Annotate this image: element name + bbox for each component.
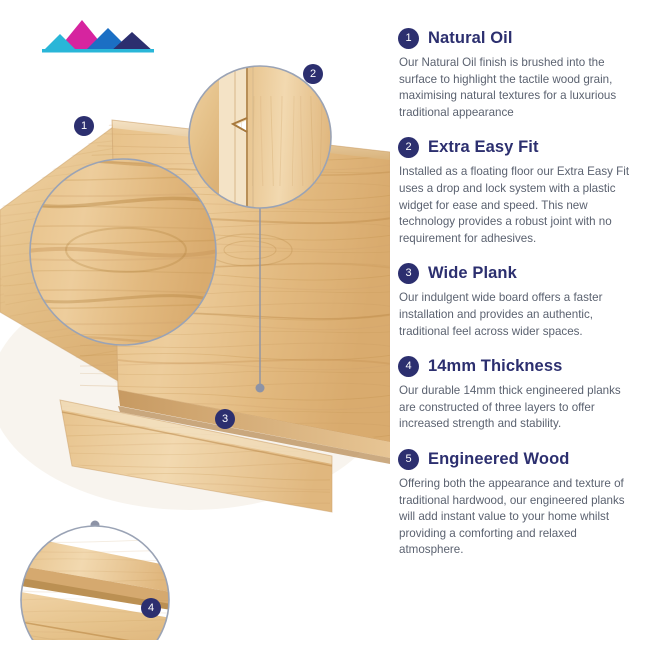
mountain-logo-icon bbox=[20, 16, 170, 56]
callout-badge-4[interactable]: 4 bbox=[141, 598, 161, 618]
feature-header bbox=[398, 28, 638, 49]
feature-title-3: Wide Plank bbox=[428, 264, 517, 283]
feature-header bbox=[398, 137, 638, 158]
feature-item-extra-easy-fit bbox=[398, 137, 638, 247]
callout-badge-1[interactable]: 1 bbox=[74, 116, 94, 136]
callout-badge-2[interactable]: 2 bbox=[303, 64, 323, 84]
feature-title-2: Extra Easy Fit bbox=[428, 138, 539, 157]
flooring-planks-illustration bbox=[0, 60, 390, 640]
feature-title-1: Natural Oil bbox=[428, 29, 513, 47]
feature-title-5: Engineered Wood bbox=[428, 449, 570, 468]
feature-list bbox=[398, 28, 638, 575]
feature-number-1: 1 bbox=[398, 28, 419, 49]
feature-header bbox=[398, 449, 638, 470]
feature-body-3: Our indulgent wide board offers a faster installation and provides an authentic, traditional feel across wider spaces. bbox=[399, 291, 603, 338]
feature-item-natural-oil bbox=[398, 28, 638, 121]
leader-endpoint-2 bbox=[256, 384, 265, 393]
feature-number-3: 3 bbox=[398, 263, 419, 284]
feature-item-thickness bbox=[398, 356, 638, 433]
feature-number-2: 2 bbox=[398, 137, 419, 158]
feature-item-engineered-wood bbox=[398, 449, 638, 559]
feature-number-5: 5 bbox=[398, 449, 419, 470]
feature-body-5: Offering both the appearance and texture of traditional hardwood, our engineered planks will add instant value to your home whilst providing a comforting and relaxed atmosphere. bbox=[399, 476, 625, 557]
feature-body-2: Installed as a floating floor our Extra Easy Fit uses a drop and lock system with a plastic widget for ease and speed. This new technology provides a robust joint with no requirement for adhesives. bbox=[399, 165, 630, 245]
feature-item-wide-plank bbox=[398, 263, 638, 340]
feature-body-4: Our durable 14mm thick engineered planks are constructed of three layers to offer increased strength and stability. bbox=[399, 384, 621, 431]
callout-badge-3[interactable]: 3 bbox=[215, 409, 235, 429]
feature-header bbox=[398, 263, 638, 284]
feature-number-4: 4 bbox=[398, 356, 419, 377]
feature-header bbox=[398, 356, 638, 377]
product-photo bbox=[0, 60, 390, 640]
feature-title-4: 14mm Thickness bbox=[428, 357, 563, 376]
feature-body-1: Our Natural Oil finish is brushed into the surface to highlight the tactile wood grain, maximising natural textures for a luxurious traditional appearance bbox=[399, 56, 617, 119]
